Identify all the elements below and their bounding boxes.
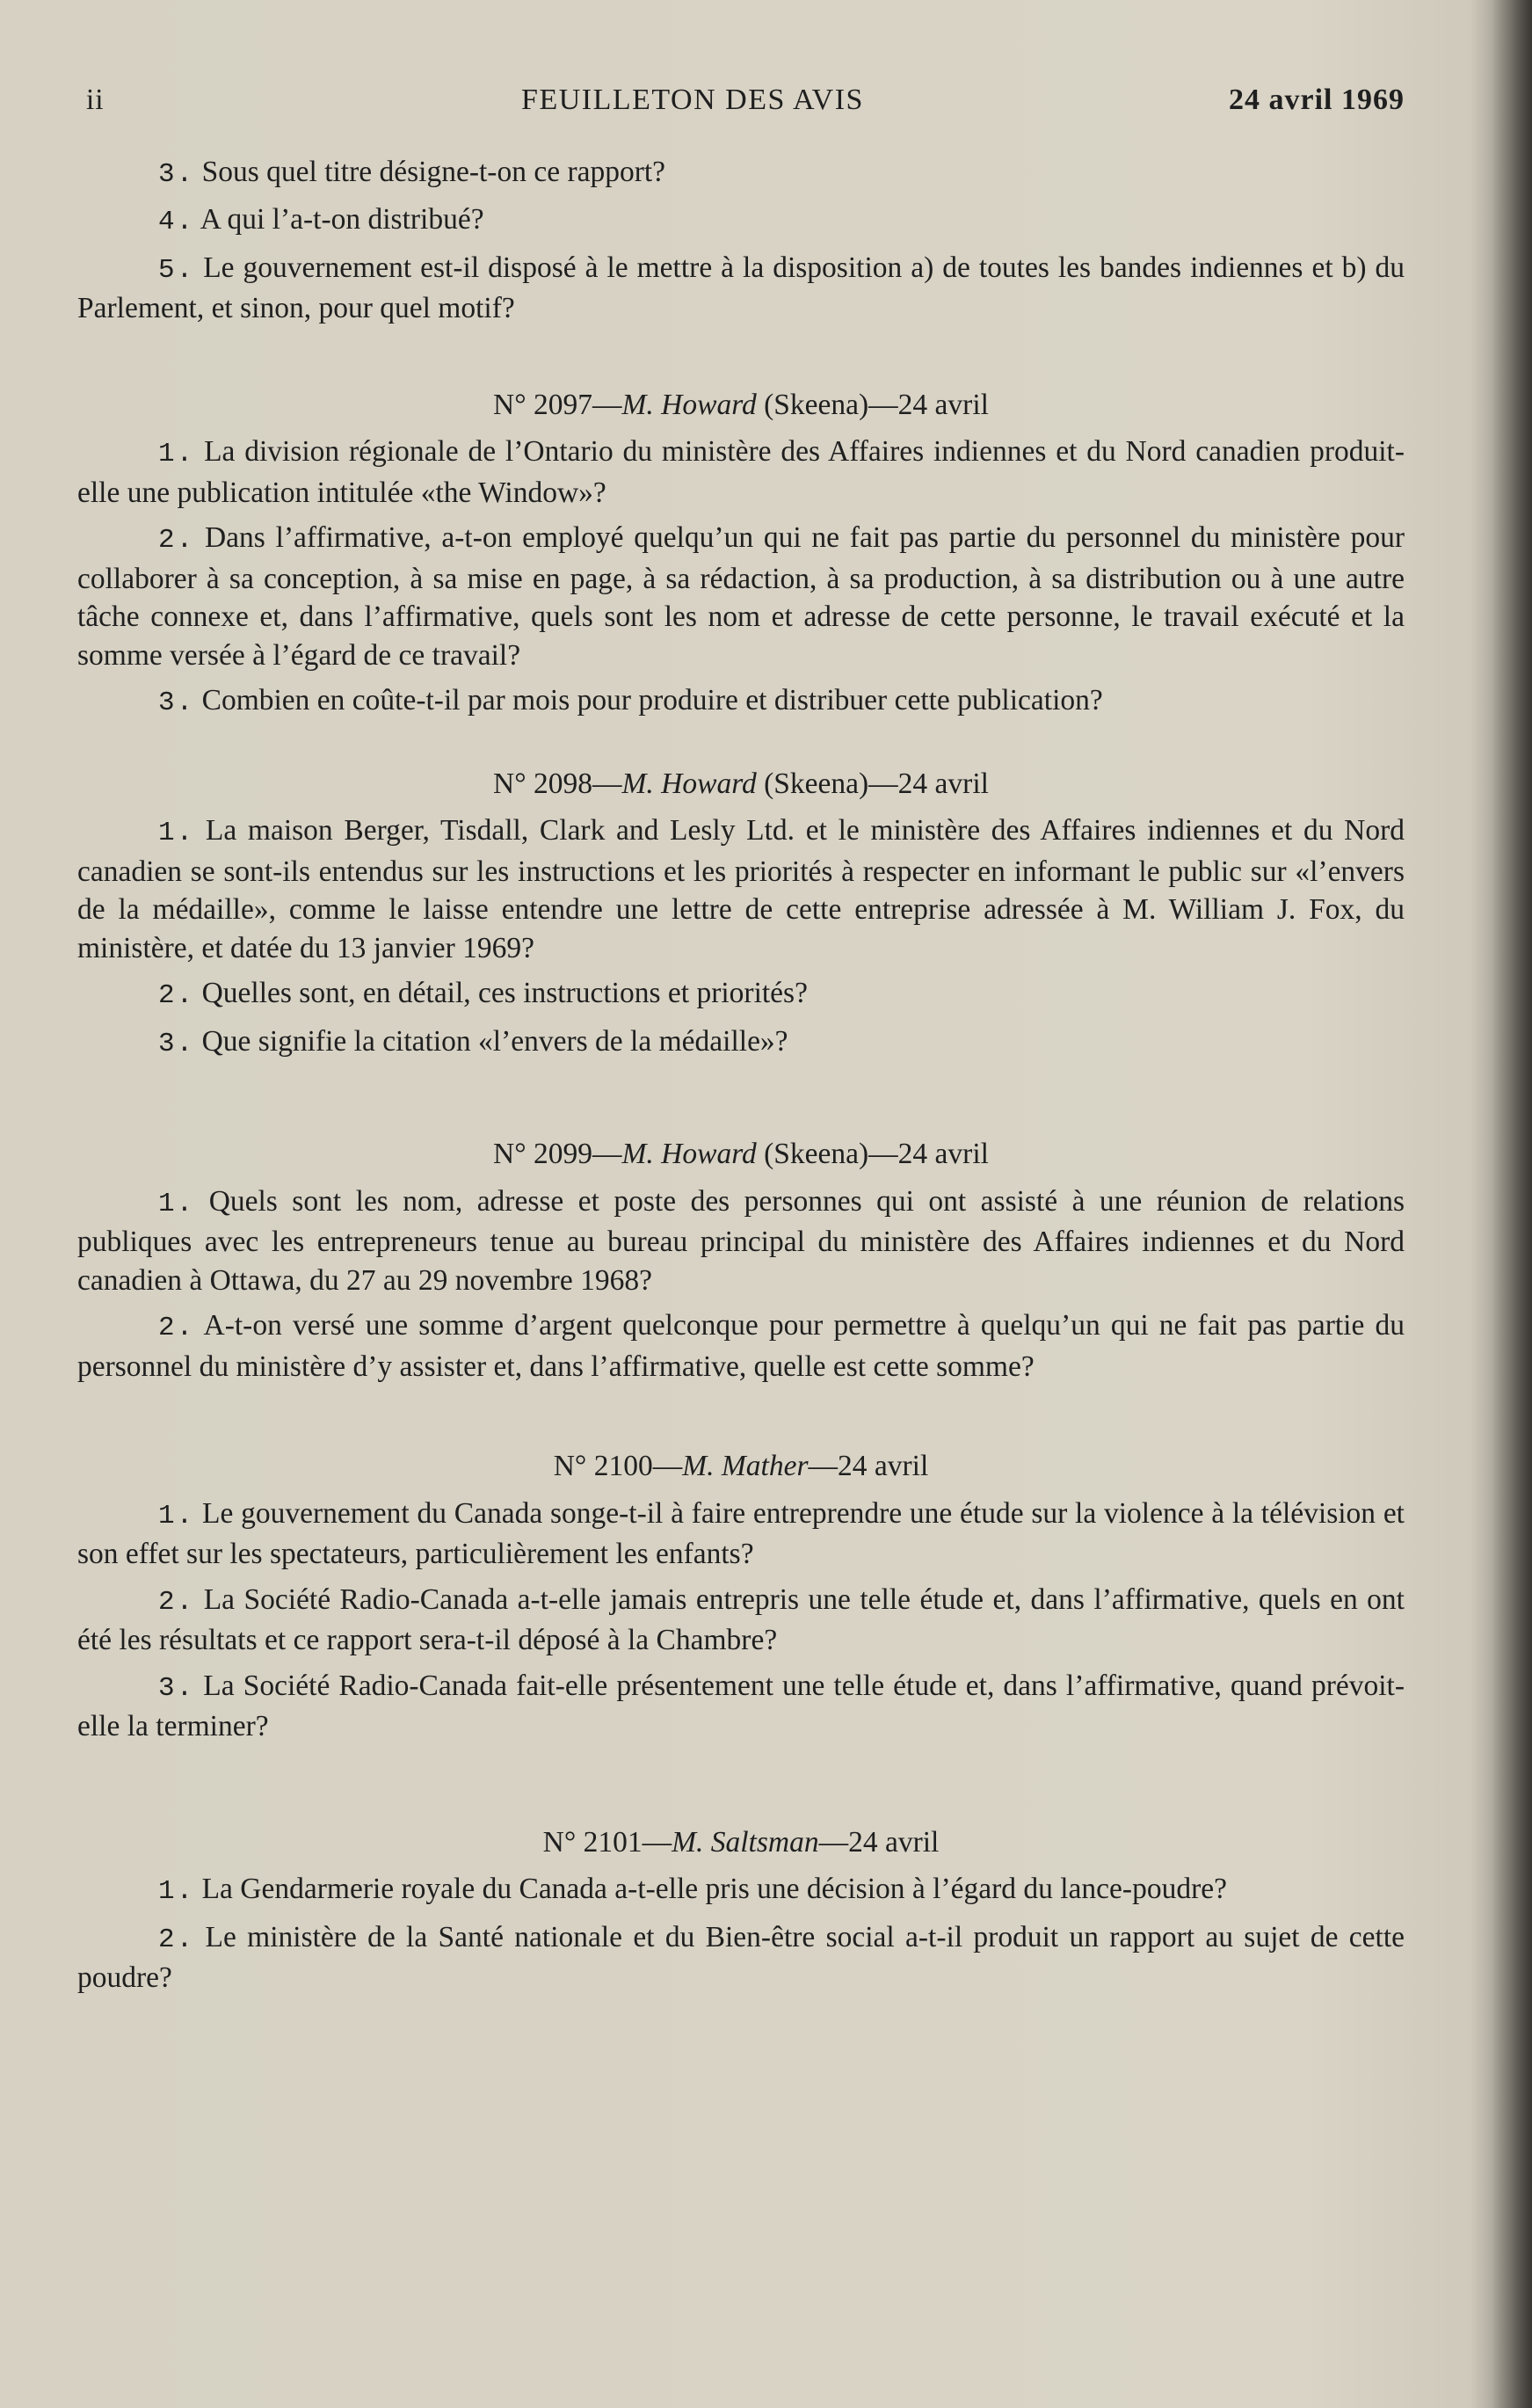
- running-header: [86, 81, 1405, 120]
- paragraph: [77, 1918, 1405, 1997]
- item-number: 3.: [158, 1028, 195, 1059]
- item-number: 2.: [158, 525, 195, 556]
- question-heading: [77, 386, 1405, 425]
- item-number: 3.: [158, 158, 195, 190]
- paragraph: [77, 811, 1405, 967]
- question-riding-date: (Skeena)—24 avril: [756, 767, 989, 800]
- item-text: La maison Berger, Tisdall, Clark and Lesly Ltd. et le ministère des Affaires indiennes et du Nord canadien se sont-ils entendus sur les instructions et les priorités à respecter en informant le public sur «l’envers de la médaille», comme le laisse entendre une lettre de cette entreprise adressée à M. William J. Fox, du ministère, et datée du 13 janvier 1969?: [77, 814, 1405, 964]
- question-number: N° 2100—: [553, 1450, 683, 1482]
- item-number: 2.: [158, 1586, 195, 1618]
- item-text: A qui l’a-t-on distribué?: [200, 203, 484, 236]
- paragraph: [77, 681, 1405, 723]
- item-number: 3.: [158, 687, 195, 718]
- paragraph: [77, 249, 1405, 328]
- paragraph: [77, 1306, 1405, 1386]
- paragraph: [77, 153, 1405, 194]
- paragraph: [77, 433, 1405, 512]
- question-number: N° 2101—: [542, 1825, 672, 1859]
- paragraph: [77, 974, 1405, 1015]
- question-riding-date: —24 avril: [818, 1825, 940, 1859]
- publication-title: FEUILLETON DES AVIS: [521, 84, 864, 116]
- paragraph: [77, 1667, 1405, 1746]
- item-number: 1.: [158, 1500, 195, 1531]
- item-number: 1.: [158, 1188, 195, 1219]
- question-heading: [77, 1823, 1405, 1862]
- question-heading: [77, 1447, 1405, 1486]
- header-date: 24 avril 1969: [1229, 84, 1405, 116]
- item-number: 1.: [158, 1876, 195, 1907]
- paragraph: [77, 519, 1405, 674]
- item-text: A-t-on versé une somme d’argent quelconque pour permettre à quelqu’un qui ne fait pas partie du personnel du ministère d’y assister et, dans l’affirmative, quelle est cette somme?: [77, 1309, 1405, 1383]
- question-riding-date: —24 avril: [808, 1450, 929, 1482]
- item-number: 1.: [158, 818, 195, 848]
- question-number: N° 2099—: [493, 1138, 622, 1170]
- item-number: 4.: [158, 207, 195, 237]
- item-text: Combien en coûte-t-il par mois pour produire et distribuer cette publication?: [201, 684, 1103, 717]
- question-number: N° 2098—: [493, 767, 622, 800]
- item-text: La Société Radio-Canada a-t-elle jamais entrepris une telle étude et, dans l’affirmative, quels en ont été les résultats et ce rapport sera-t-il déposé à la Chambre?: [77, 1582, 1405, 1656]
- member-name: M. Howard: [621, 1138, 757, 1170]
- paragraph: [77, 1022, 1405, 1064]
- item-text: Le gouvernement est-il disposé à le mettre à la disposition a) de toutes les bandes indiennes et b) du Parlement, et sinon, pour quel motif?: [77, 251, 1405, 324]
- member-name: M. Howard: [621, 388, 757, 421]
- item-text: Le gouvernement du Canada songe-t-il à faire entreprendre une étude sur la violence à la télévision et son effet sur les spectateurs, particulièrement les enfants?: [77, 1496, 1405, 1570]
- paragraph: [77, 200, 1405, 242]
- item-number: 5.: [158, 254, 195, 286]
- item-text: Quels sont les nom, adresse et poste des personnes qui ont assisté à une réunion de relations publiques avec les entrepreneurs tenue au bureau principal du ministère des Affaires indiennes et du Nord canadien à Ottawa, du 27 au 29 novembre 1968?: [77, 1184, 1405, 1297]
- item-text: Que signifie la citation «l’envers de la médaille»?: [201, 1024, 788, 1058]
- paragraph: [77, 1870, 1405, 1911]
- item-number: 3.: [158, 1672, 195, 1704]
- item-number: 2.: [158, 1313, 195, 1343]
- item-text: Quelles sont, en détail, ces instructions et priorités?: [201, 977, 808, 1009]
- page-folio: ii: [86, 84, 105, 116]
- member-name: M. Saltsman: [672, 1825, 819, 1859]
- item-text: Sous quel titre désigne-t-on ce rapport?: [201, 155, 666, 188]
- question-number: N° 2097—: [493, 388, 622, 421]
- paragraph: [77, 1581, 1405, 1660]
- member-name: M. Howard: [621, 767, 757, 800]
- binding-shadow: [1492, 0, 1532, 2408]
- item-text: Dans l’affirmative, a-t-on employé quelqu’un qui ne fait pas partie du personnel du ministère pour collaborer à sa conception, à sa mise en page, à sa rédaction, à sa production, à sa distribution ou à une autre tâche connexe et, dans l’affirmative, quels sont les nom et adresse de cette personne, le travail exécuté et la somme versée à l’égard de ce travail?: [77, 521, 1405, 672]
- item-text: La Société Radio-Canada fait-elle présentement une telle étude et, dans l’affirmative, quand prévoit-elle la terminer?: [77, 1669, 1405, 1742]
- item-number: 1.: [158, 439, 195, 469]
- paragraph: [77, 1495, 1405, 1574]
- item-text: La division régionale de l’Ontario du ministère des Affaires indiennes et du Nord canadien produit-elle une publication intitulée «the Window»?: [77, 435, 1405, 509]
- item-number: 2.: [158, 1924, 195, 1955]
- item-number: 2.: [158, 980, 195, 1011]
- item-text: Le ministère de la Santé nationale et du Bien-être social a-t-il produit un rapport au sujet de cette poudre?: [77, 1920, 1405, 1994]
- page-content: [77, 81, 1405, 2004]
- paragraph: [77, 1182, 1405, 1300]
- question-heading: [77, 765, 1405, 804]
- member-name: M. Mather: [682, 1450, 809, 1482]
- question-riding-date: (Skeena)—24 avril: [756, 1138, 989, 1170]
- item-text: La Gendarmerie royale du Canada a-t-elle pris une décision à l’égard du lance-poudre?: [201, 1873, 1227, 1905]
- question-riding-date: (Skeena)—24 avril: [756, 388, 989, 421]
- question-heading: [77, 1135, 1405, 1174]
